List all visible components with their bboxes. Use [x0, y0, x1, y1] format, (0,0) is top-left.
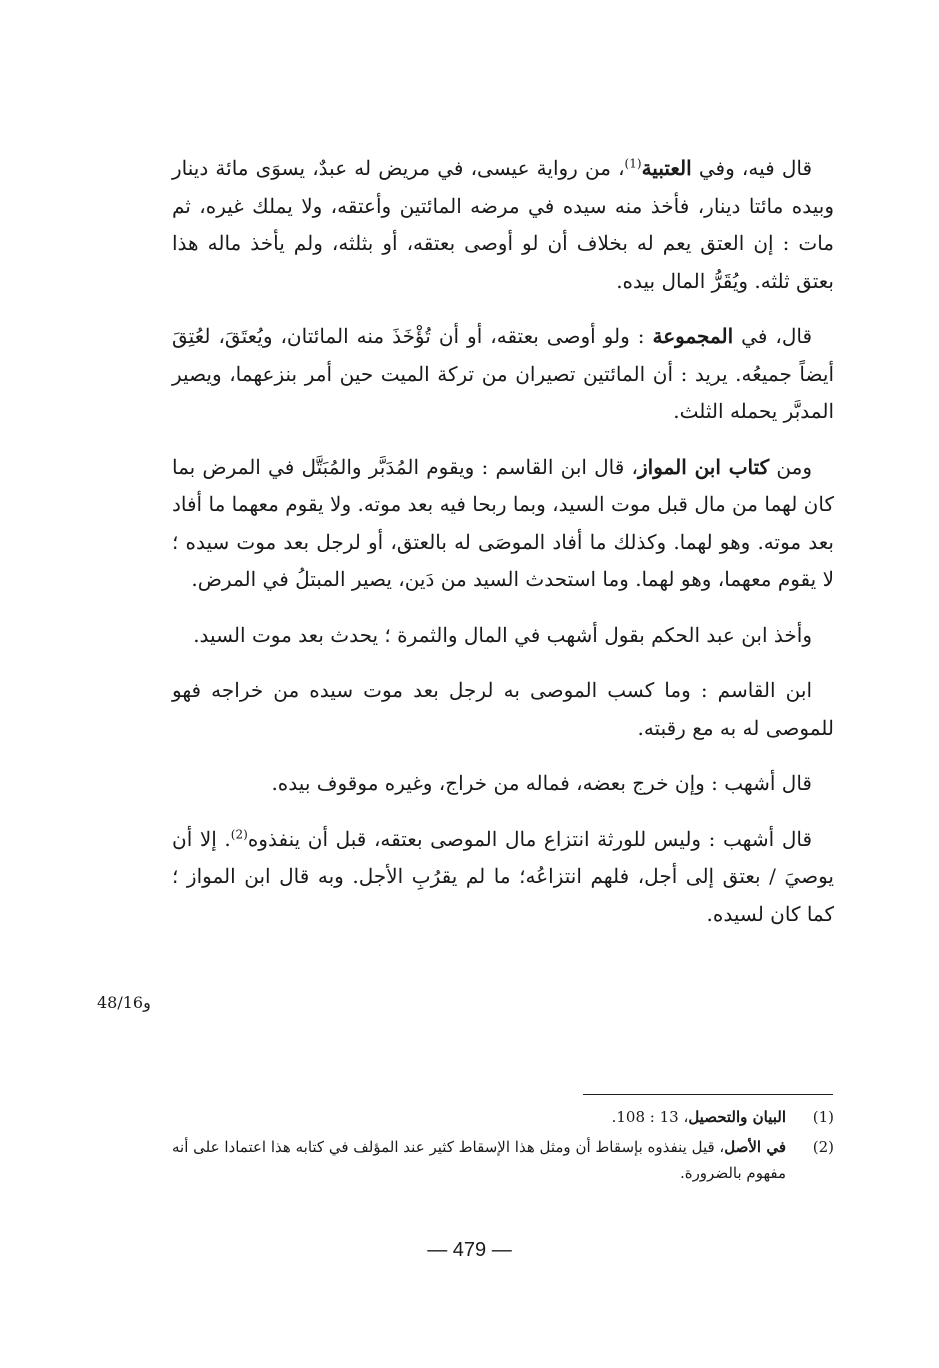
- footnote-number: (1): [812, 1108, 834, 1126]
- footnotes: [172, 1104, 834, 1190]
- text-segment: ، قيل ينفذوه بإسقاط أن ومثل هذا الإسقاط كثير عند المؤلف في كتابه هذا اعتمادا على أنه مفهوم بالضرورة.: [172, 1138, 786, 1182]
- paragraph: [172, 821, 834, 934]
- main-text: [172, 150, 834, 951]
- bold-term: الأصل: [724, 1138, 762, 1156]
- text-segment: ومن: [769, 454, 812, 479]
- bold-term: المجموعة: [652, 324, 734, 348]
- text-segment: قال أشهب : وإن خرج بعضه، فماله من خراج، وغيره موقوف بيده.: [271, 771, 812, 795]
- page-number: — 479 —: [427, 1239, 512, 1261]
- footnote-divider: [583, 1094, 833, 1095]
- footnote-reference: (1): [624, 156, 642, 171]
- footnote-text: [172, 1104, 786, 1130]
- footnote-text: [172, 1134, 786, 1186]
- text-segment: قال فيه، وفي: [691, 156, 813, 180]
- text-segment: قال أشهب : وليس للورثة انتزاع مال الموصى بعتقه، قبل أن ينفذوه: [247, 826, 812, 851]
- footnote: [172, 1134, 834, 1186]
- text-segment: : ولو أوصى بعتقه، أو أن تُؤْخَذَ منه المائتان، ويُعتَقَ، لعُتِقَ أيضاً جميعُه. يريد : أن المائتين تصيران من تركة الميت حين أمر بنزعهما، ويصير المدبَّر يحمله الثلث.: [172, 324, 834, 423]
- text-segment: قال، في: [733, 324, 813, 348]
- bold-term: البيان والتحصيل: [688, 1108, 786, 1126]
- text-segment: ، من رواية عيسى، في مريض له عبدٌ، يسوَى مائة دينار وبيده مائتا دينار، فأخذ منه سيده في مرضه المائتين وأعتقه، ولا يملك غيره، ثم مات : إن العتق يعم له بخلاف أن لو أوصى بعتقه، أو بثلثه، ولم يأخذ ماله هذا بعتق ثلثه. ويُقَرُّ المال بيده.: [172, 156, 834, 293]
- footnote-reference: (2): [230, 826, 248, 841]
- paragraph: [172, 672, 834, 747]
- bold-term: العتبية: [641, 156, 692, 180]
- text-segment: ، 13 : 108.: [611, 1108, 689, 1126]
- text-segment: وأخذ ابن عبد الحكم بقول أشهب في المال والثمرة ؛ يحدث بعد موت السيد.: [193, 622, 812, 647]
- bold-term: في: [761, 1138, 786, 1156]
- paragraph: [172, 449, 834, 599]
- paragraph: [172, 150, 834, 300]
- paragraph: [172, 318, 834, 431]
- footnote-number: (2): [812, 1138, 834, 1156]
- paragraph: [172, 617, 834, 655]
- footnote: [172, 1104, 834, 1130]
- manuscript-folio-marker: 48/16و: [97, 993, 151, 1012]
- paragraph: [172, 765, 834, 803]
- text-segment: . إلا أن يوصيَ / بعتق إلى أجل، فلهم انتزاعُه؛ ما لم يقرُبِ الأجل. وبه قال ابن المواز ؛ كما كان لسيده.: [172, 826, 834, 926]
- bold-term: كتاب ابن المواز: [638, 454, 770, 479]
- text-segment: ابن القاسم : وما كسب الموصى به لرجل بعد موت سيده من خراجه فهو للموصى له به مع رقبته.: [172, 678, 834, 740]
- text-segment: ، قال ابن القاسم : ويقوم المُدَبَّر والمُبَتَّل في المرض بما كان لهما من مال قبل موت السيد، وبما ربحا فيه بعد موته. ولا يقوم معهما ما أفاد بعد موته. وهو لهما. وكذلك ما أفاد الموصَى له بالعتق، أو لرجل بعد موت سيده ؛ لا يقوم معهما، وهو لهما. وما استحدث السيد من دَين، يصير المبتلُ في المرض.: [172, 454, 834, 591]
